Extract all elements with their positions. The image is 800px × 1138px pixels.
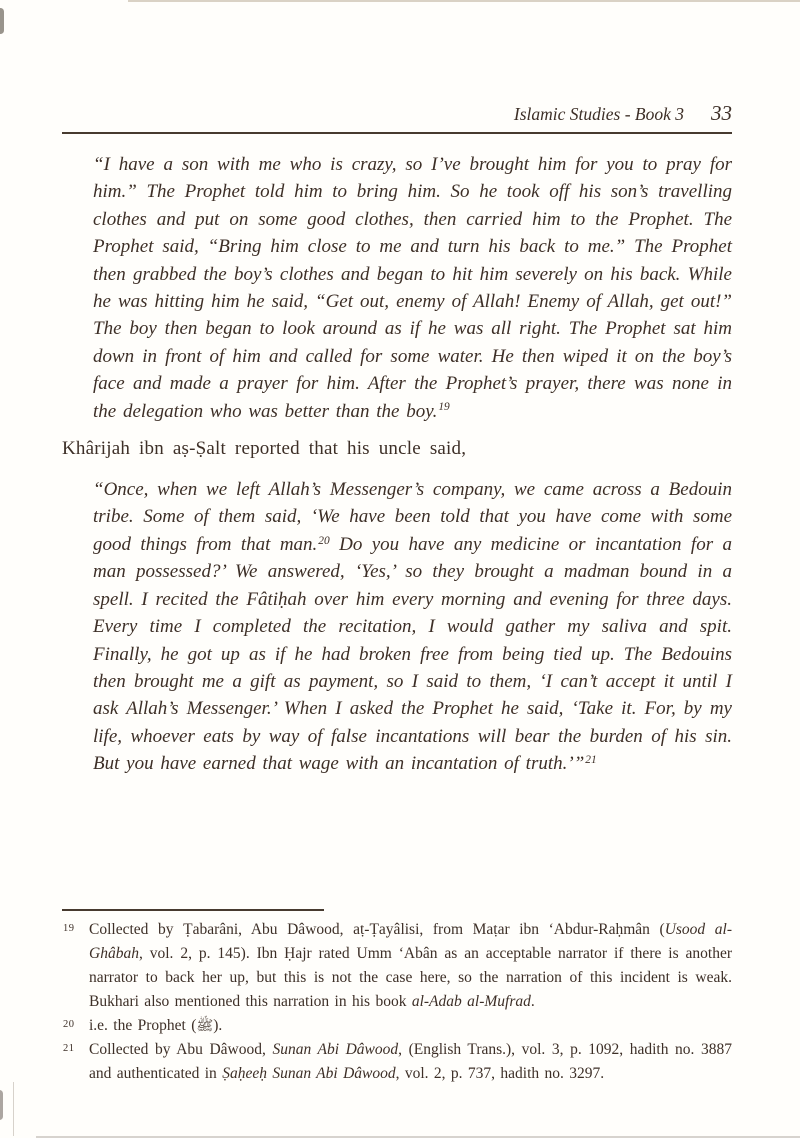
footnote-separator-rule: [62, 909, 324, 911]
header-rule: [62, 132, 732, 134]
scan-artifact: [0, 8, 4, 34]
footnote-19: [62, 918, 732, 1014]
footnote-20: [62, 1014, 732, 1038]
footnote-number: 19: [63, 923, 75, 934]
running-title: Islamic Studies - Book 3: [513, 104, 684, 124]
page-number: 33: [711, 101, 732, 125]
hadith-quote-1: “I have a son with me who is crazy, so I’ve brought him for you to pray for him.” The Prophet told him to bring him. So he took off his son’s travelling clothes and put on some good clothes, then carried him to the Prophet. The Prophet said, “Bring him close to me and turn his back to me.” The Prophet then grabbed the boy’s clothes and began to hit him severely on his back. While he was hitting him he said, “Get out, enemy of Allah! Enemy of Allah, get out!” The boy then began to look around as if he was all right. The Prophet sat him down in front of him and called for some water. He then wiped it on the boy’s face and made a prayer for him. After the Prophet’s prayer, there was none in the delegation who was better than the boy.$^{19}$: [93, 154, 732, 422]
scan-edge-top: [128, 0, 800, 2]
footnote-text: Collected by Ṭabarâni, Abu Dâwood, aṭ-Ṭayâlisi, from Maṭar ibn ‘Abdur-Raḥmân (Usood al-Ghâbah, vol. 2, p. 145). Ibn Ḥajr rated Umm ‘Abân as an acceptable narrator if there is another narrator to back her up, but this is not the case here, so the narration of this incident is weak. Bukhari also mentioned this narration in his book al-Adab al-Mufrad.: [89, 921, 732, 1010]
footnote-number: 21: [63, 1043, 75, 1054]
narrator-line: Khârijah ibn aṣ-Ṣalt reported that his uncle said,: [62, 438, 467, 460]
footnote-21: [62, 1038, 732, 1086]
running-header: [62, 103, 732, 125]
footnote-text: Collected by Abu Dâwood, Sunan Abi Dâwood, (English Trans.), vol. 3, p. 1092, hadith no. 3887 and authenticated in Ṣaḥeeḥ Sunan Abi Dâwood, vol. 2, p. 737, hadith no. 3297.: [89, 1041, 733, 1082]
scan-artifact: [13, 1082, 14, 1136]
footnote-text: i.e. the Prophet (ﷺ).: [89, 1017, 223, 1034]
footnote-number: 20: [63, 1019, 75, 1030]
footnotes-section: [62, 909, 732, 1086]
scan-artifact: [0, 1090, 3, 1120]
page-body: [62, 151, 732, 778]
page-header: [62, 103, 732, 134]
hadith-quote-2: “Once, when we left Allah’s Messenger’s company, we came across a Bedouin tribe. Some of them said, ‘We have been told that you have come with some good things from that man.$^{20}$ Do you have any medicine or incantation for a man possessed?’ We answered, ‘Yes,’ so they brought a madman bound in a spell. I recited the Fâtiḥah over him every morning and evening for three days. Every time I completed the recitation, I would gather my saliva and spit. Finally, he got up as if he had broken free from being tied up. The Bedouins then brought me a gift as payment, so I said to them, ‘I can’t accept it until I ask Allah’s Messenger.’ When I asked the Prophet he said, ‘Take it. For, by my life, whoever eats by way of false incantations will bear the burden of his sin. But you have earned that wage with an incantation of truth.’”$^{21}$: [93, 479, 732, 775]
